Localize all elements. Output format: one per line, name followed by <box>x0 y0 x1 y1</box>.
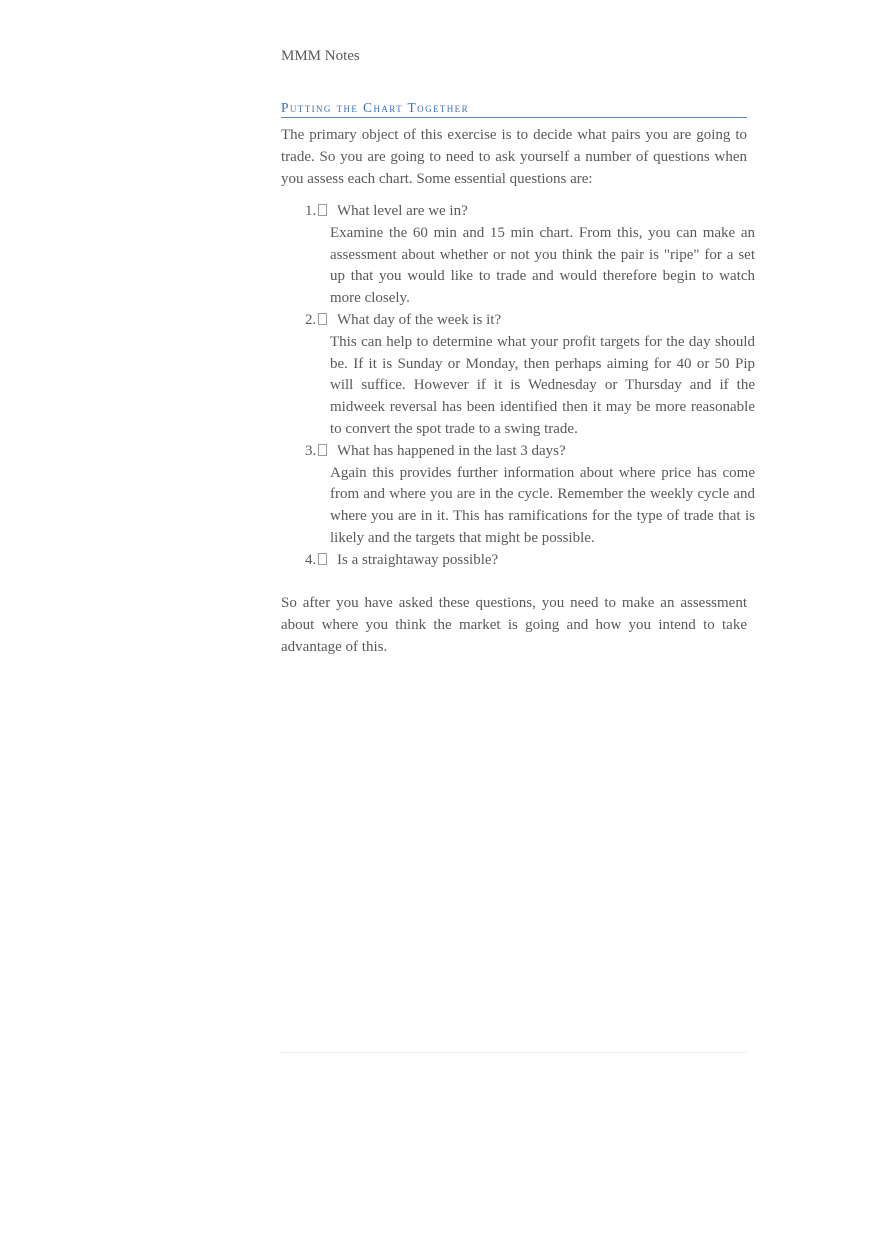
list-item <box>281 550 755 572</box>
section-heading: Putting the Chart Together <box>281 100 747 118</box>
footer-divider <box>281 1052 747 1053</box>
question-title: Is a straightaway possible? <box>337 551 499 568</box>
page-header: MMM Notes <box>281 48 360 64</box>
list-item <box>281 201 755 310</box>
question-list <box>281 201 755 572</box>
question-body: Examine the 60 min and 15 min chart. From this, you can make an assessment about whether or not you think the pair is "ripe" for a set up that you would like to trade and would therefore begin to watch more closely. <box>330 224 755 307</box>
missing-glyph-icon <box>318 313 327 325</box>
list-item <box>281 441 755 550</box>
closing-paragraph: So after you have asked these questions, you need to make an assessment about where you think the market is going and how you intend to take advantage of this. <box>281 595 747 655</box>
question-title: What has happened in the last 3 days? <box>337 442 566 459</box>
list-number: 2. <box>305 310 327 332</box>
list-number: 4. <box>305 550 327 572</box>
question-body: This can help to determine what your profit targets for the day should be. If it is Sunday or Monday, then perhaps aiming for 40 or 50 Pip will suffice. However if it is Wednesday or Thursday and if the midweek reversal has been identified then it may be more reasonable to convert the spot trade to a swing trade. <box>330 333 755 437</box>
list-number: 3. <box>305 441 327 463</box>
question-body: Again this provides further information about where price has come from and where you are in the cycle. Remember the weekly cycle and where you are in it. This has ramifications for the type of trade that is likely and the targets that might be possible. <box>330 464 755 546</box>
missing-glyph-icon <box>318 204 327 216</box>
list-item <box>281 310 755 441</box>
question-title: What day of the week is it? <box>337 311 502 328</box>
list-number: 1. <box>305 201 327 223</box>
question-title: What level are we in? <box>337 203 468 219</box>
intro-paragraph: The primary object of this exercise is to decide what pairs you are going to trade. So you are going to need to ask yourself a number of questions when you assess each chart. Some essential questions are: <box>281 127 747 187</box>
missing-glyph-icon <box>318 553 327 565</box>
missing-glyph-icon <box>318 444 327 456</box>
